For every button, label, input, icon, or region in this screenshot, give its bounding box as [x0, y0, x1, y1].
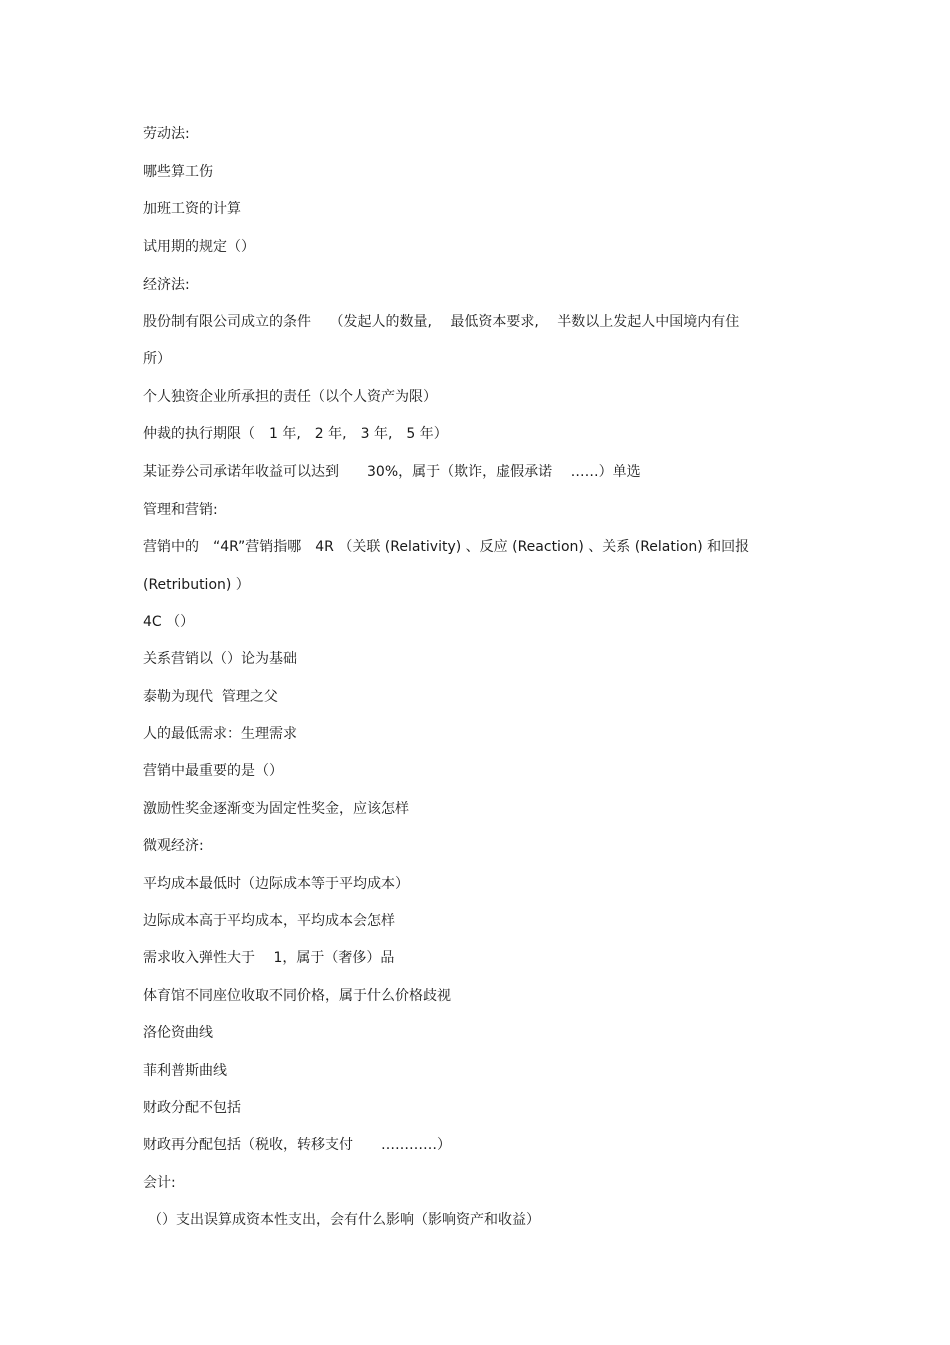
text-line: 4C （）	[143, 614, 195, 630]
text-line: 需求收入弹性大于 1，属于（奢侈）品	[143, 950, 395, 966]
text-line: 营销中的 “4R”营销指哪 4R （关联 (Relativity) 、反应 (Reaction) 、关系 (Relation) 和回报	[143, 539, 750, 555]
text-line: 哪些算工伤	[143, 164, 213, 180]
text-line: 加班工资的计算	[143, 201, 241, 217]
text-line: （）支出误算成资本性支出，会有什么影响（影响资产和收益）	[148, 1212, 540, 1228]
text-line: 仲裁的执行期限（ 1 年, 2 年, 3 年, 5 年）	[143, 426, 448, 442]
heading-economic-law: 经济法:	[143, 277, 190, 293]
text-line: 体育馆不同座位收取不同价格，属于什么价格歧视	[143, 988, 451, 1004]
text-line: 试用期的规定（）	[143, 239, 255, 255]
text-line: 所）	[143, 351, 171, 367]
text-line: (Retribution) ）	[143, 577, 250, 593]
text-line: 某证券公司承诺年收益可以达到 30%，属于（欺诈，虚假承诺 ……）单选	[143, 464, 641, 480]
text-line: 平均成本最低时（边际成本等于平均成本）	[143, 876, 409, 892]
text-line: 财政再分配包括（税收，转移支付 …………）	[143, 1137, 451, 1153]
text-line: 个人独资企业所承担的责任（以个人资产为限）	[143, 389, 437, 405]
text-line: 激励性奖金逐渐变为固定性奖金，应该怎样	[143, 801, 409, 817]
text-line: 边际成本高于平均成本，平均成本会怎样	[143, 913, 395, 929]
heading-management-marketing: 管理和营销:	[143, 502, 218, 518]
text-line: 营销中最重要的是（）	[143, 763, 283, 779]
text-line: 泰勒为现代 管理之父	[143, 689, 278, 705]
heading-microeconomics: 微观经济:	[143, 838, 204, 854]
text-line: 财政分配不包括	[143, 1100, 241, 1116]
heading-accounting: 会计:	[143, 1175, 176, 1191]
heading-labor-law: 劳动法:	[143, 126, 190, 142]
text-line: 菲利普斯曲线	[143, 1063, 227, 1079]
text-line: 洛伦资曲线	[143, 1025, 213, 1041]
text-line: 关系营销以（）论为基础	[143, 651, 297, 667]
text-line: 人的最低需求：生理需求	[143, 726, 297, 742]
text-line: 股份制有限公司成立的条件 （发起人的数量, 最低资本要求, 半数以上发起人中国境内有住	[143, 314, 740, 330]
